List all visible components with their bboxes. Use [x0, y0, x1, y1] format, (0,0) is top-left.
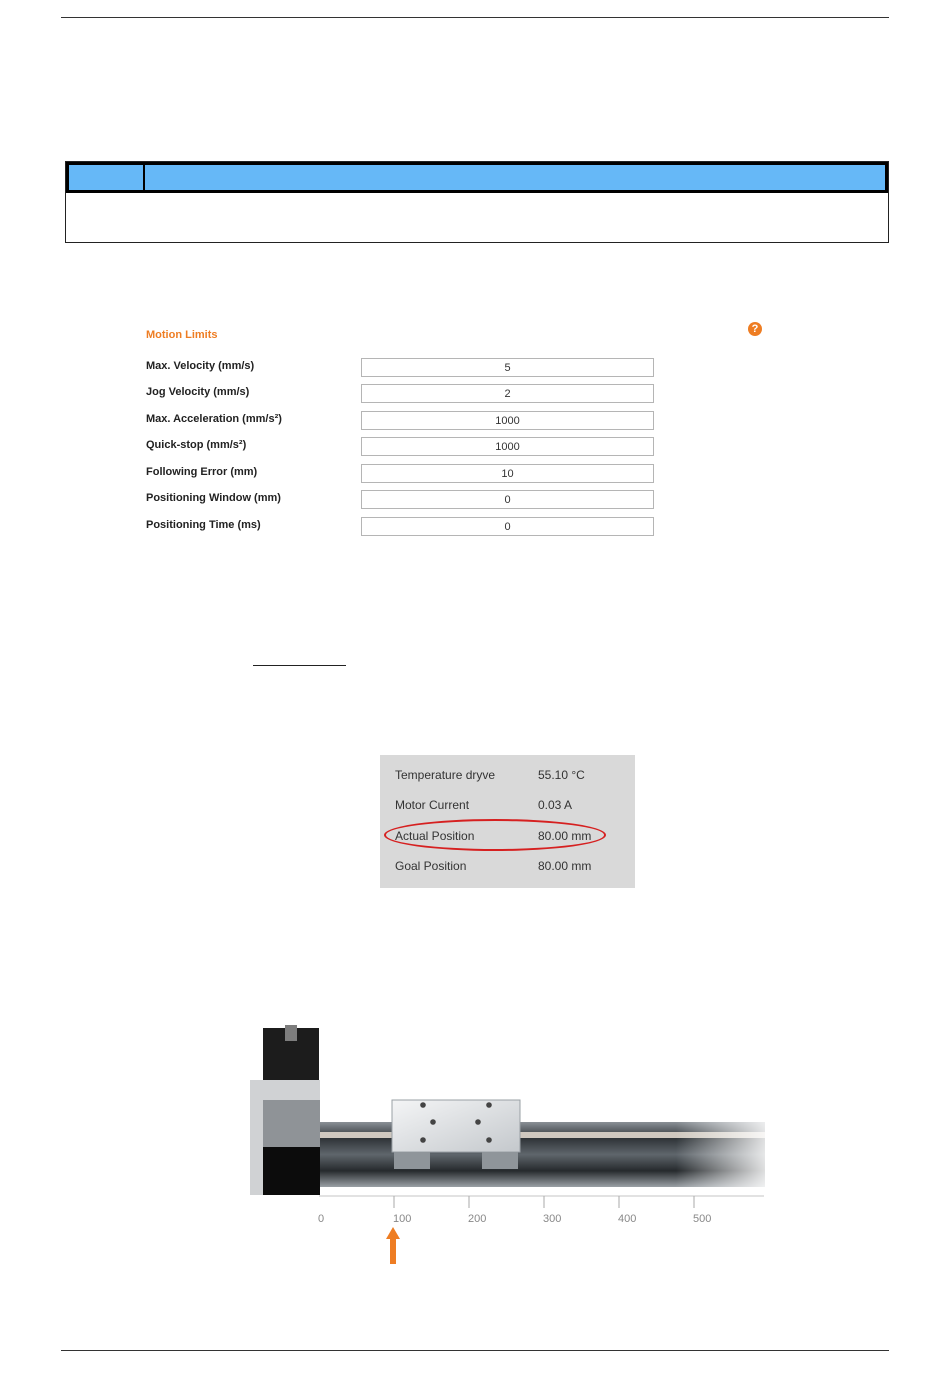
underline-rule: [253, 665, 346, 666]
linear-axis-graphic: [247, 1025, 767, 1270]
note-table-header-divider: [143, 165, 145, 190]
following-error-input[interactable]: [361, 464, 654, 483]
help-icon[interactable]: ?: [748, 322, 762, 336]
status-row-temperature: [380, 766, 635, 786]
status-label: Temperature dryve: [395, 768, 496, 782]
setting-label: Positioning Time (ms): [146, 519, 261, 531]
setting-label: Jog Velocity (mm/s): [146, 386, 250, 398]
linear-axis-illustration: [247, 1025, 767, 1270]
motion-limits-title: Motion Limits: [146, 329, 218, 341]
status-label: Motor Current: [395, 798, 470, 812]
note-table: [65, 161, 889, 243]
position-marker-arrow: [386, 1227, 400, 1264]
setting-label: Positioning Window (mm): [146, 492, 281, 504]
actual-position-highlight: [384, 819, 606, 851]
motion-limits-panel: [146, 320, 766, 550]
setting-row-following-error: [146, 464, 666, 484]
scale-tick-label: 0: [318, 1213, 325, 1225]
motor-connector-plug: [285, 1025, 297, 1041]
carriage-screw: [486, 1102, 492, 1108]
footer-rule: [61, 1350, 889, 1351]
setting-row-max-acceleration: [146, 411, 666, 431]
carriage-block-left: [394, 1152, 430, 1169]
setting-row-positioning-time: [146, 517, 666, 537]
setting-label: Quick-stop (mm/s²): [146, 439, 247, 451]
quick-stop-input[interactable]: [361, 437, 654, 456]
setting-row-max-velocity: [146, 358, 666, 378]
setting-label: Following Error (mm): [146, 466, 258, 478]
carriage-screw: [430, 1119, 436, 1125]
status-value: 55.10 °C: [538, 768, 585, 782]
carriage-screw: [420, 1137, 426, 1143]
status-value: 0.03 A: [538, 798, 573, 812]
scale-tick-label: 500: [693, 1213, 712, 1225]
max-velocity-input[interactable]: [361, 358, 654, 377]
setting-row-quick-stop: [146, 437, 666, 457]
carriage-screw: [420, 1102, 426, 1108]
header-rule: [61, 17, 889, 18]
scale-tick-label: 300: [543, 1213, 562, 1225]
status-row-motor-current: [380, 796, 635, 816]
carriage-screw: [486, 1137, 492, 1143]
scale-tick-label: 400: [618, 1213, 637, 1225]
rail-fade: [320, 1122, 765, 1187]
motor-body: [263, 1147, 320, 1195]
status-label: Actual Position: [395, 829, 475, 843]
status-row-goal-position: [380, 857, 635, 877]
max-acceleration-input[interactable]: [361, 411, 654, 430]
setting-row-jog-velocity: [146, 384, 666, 404]
scale-tick-label: 100: [393, 1213, 412, 1225]
carriage-plate: [392, 1100, 520, 1152]
status-panel: [380, 755, 635, 888]
positioning-window-input[interactable]: [361, 490, 654, 509]
jog-velocity-input[interactable]: [361, 384, 654, 403]
status-label: Goal Position: [395, 859, 467, 873]
carriage-screw: [475, 1119, 481, 1125]
setting-row-positioning-window: [146, 490, 666, 510]
setting-label: Max. Velocity (mm/s): [146, 360, 255, 372]
setting-label: Max. Acceleration (mm/s²): [146, 413, 282, 425]
status-value: 80.00 mm: [538, 859, 592, 873]
status-value: 80.00 mm: [538, 829, 592, 843]
positioning-time-input[interactable]: [361, 517, 654, 536]
motor-flange: [263, 1100, 320, 1155]
note-table-header: [66, 162, 888, 193]
scale-tick-label: 200: [468, 1213, 487, 1225]
carriage-block-right: [482, 1152, 518, 1169]
